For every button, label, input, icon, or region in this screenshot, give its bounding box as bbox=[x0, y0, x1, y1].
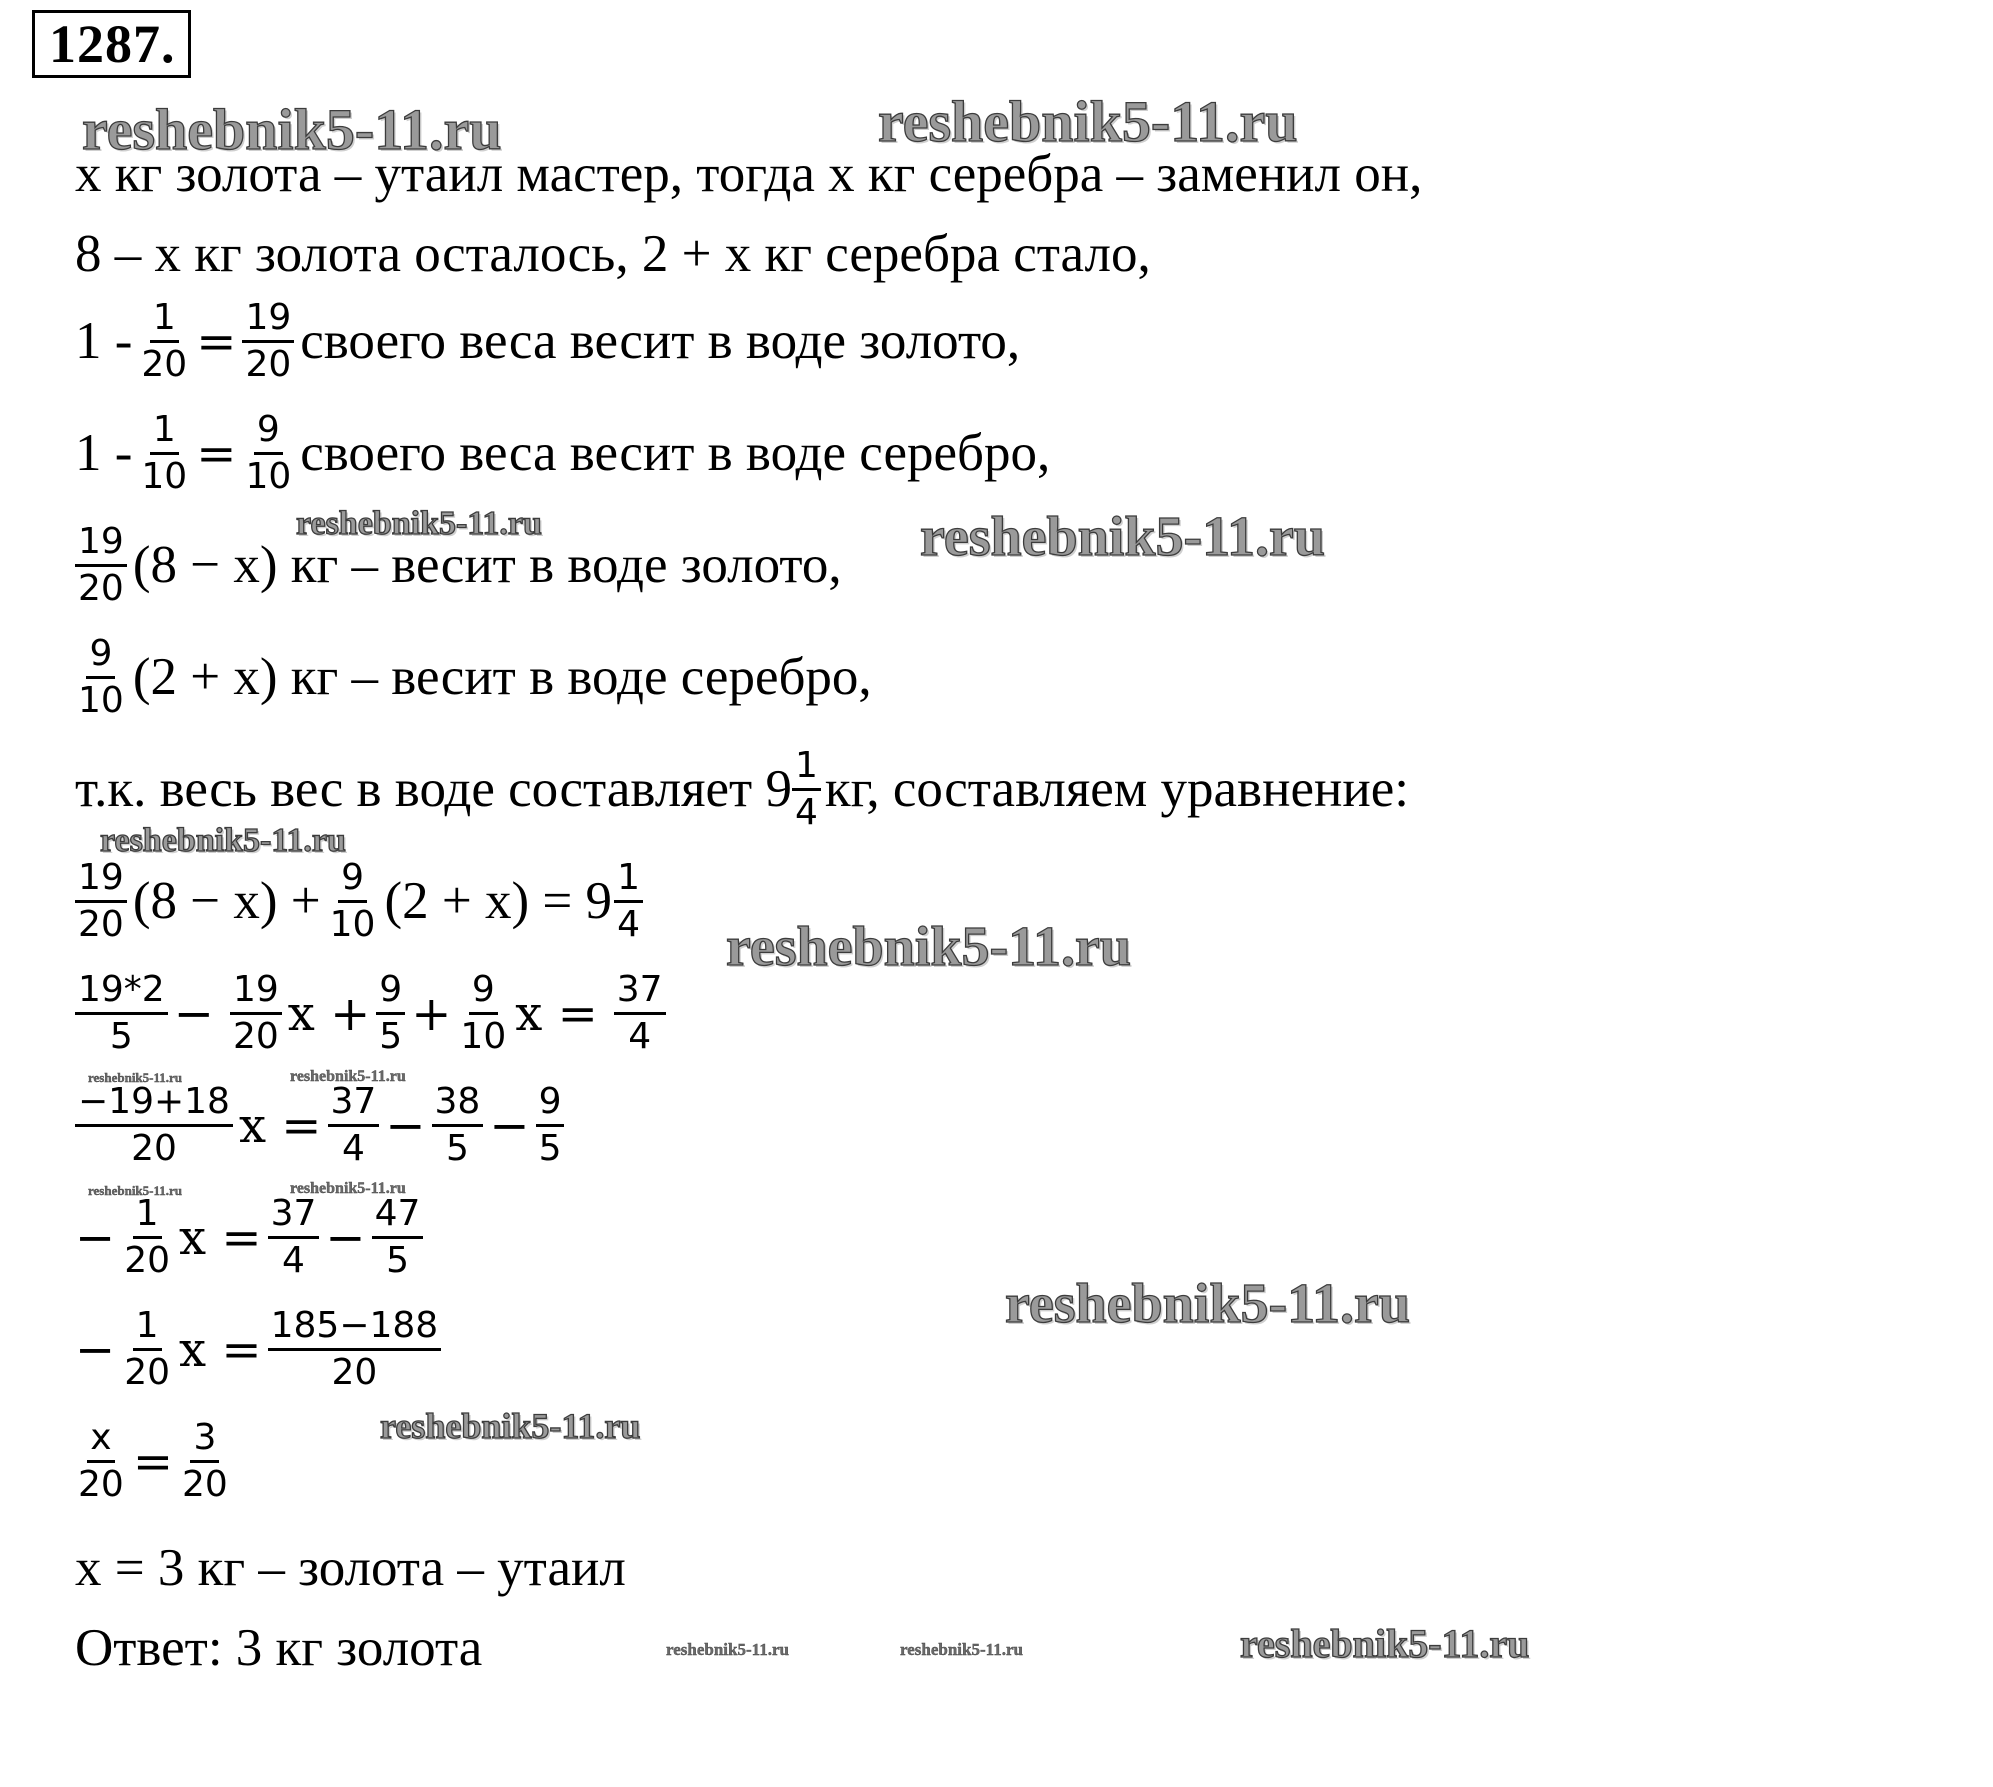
fraction: $\frac{3}{20}$ bbox=[182, 1417, 228, 1505]
fraction: $\frac{1}{10}$ bbox=[141, 409, 188, 497]
equation-line-1 bbox=[75, 857, 649, 945]
watermark: reshebnik5-11.ru bbox=[380, 1406, 641, 1446]
line-text: т.к. весь вес в воде составляет 9 bbox=[75, 760, 792, 818]
expr: x = bbox=[179, 1321, 262, 1378]
fraction: $\frac{1}{4}$ bbox=[792, 748, 821, 831]
fraction: $\frac{9}{10}$ bbox=[78, 633, 124, 721]
fraction: $\frac{9}{10}$ bbox=[460, 969, 507, 1057]
expr: (8 − x) + bbox=[132, 872, 321, 930]
line-text: кг, составляем уравнение: bbox=[824, 760, 1409, 818]
equals-sign: = bbox=[132, 1433, 174, 1490]
watermark: reshebnik5-11.ru bbox=[1240, 1621, 1530, 1666]
operator: − bbox=[75, 1209, 116, 1266]
equals-sign: = bbox=[196, 313, 237, 370]
fraction: $\frac{19}{20}$ bbox=[230, 972, 282, 1055]
watermark: reshebnik5-11.ru bbox=[290, 1180, 406, 1197]
fraction: $\frac{1}{20}$ bbox=[124, 1305, 171, 1393]
expr: x = bbox=[238, 1097, 322, 1154]
fraction: $\frac{19}{20}$ bbox=[242, 300, 294, 383]
equation-line-6 bbox=[75, 1417, 237, 1505]
watermark: reshebnik5-11.ru bbox=[82, 97, 502, 162]
equation-line-5 bbox=[75, 1305, 447, 1393]
lead: 1 - bbox=[75, 312, 133, 370]
fraction: $\frac{38}{5}$ bbox=[432, 1084, 484, 1167]
equation-line-4 bbox=[75, 1193, 429, 1281]
answer-line: Ответ: 3 кг золота bbox=[75, 1619, 483, 1677]
watermark: reshebnik5-11.ru bbox=[878, 89, 1298, 154]
fraction: $\frac{37}{4}$ bbox=[328, 1084, 380, 1167]
fraction: $\frac{1}{4}$ bbox=[614, 860, 643, 943]
fraction: $\frac{19}{20}$ bbox=[75, 524, 127, 607]
line-text: своего веса весит в воде серебро, bbox=[300, 424, 1051, 482]
fraction: $\frac{9}{10}$ bbox=[245, 409, 292, 497]
line-text: (2 + x) кг – весит в воде серебро, bbox=[132, 648, 872, 706]
expr: x + bbox=[287, 985, 371, 1042]
expr: x = bbox=[179, 1209, 262, 1266]
fraction: $\frac{9}{10}$ bbox=[329, 857, 376, 945]
fraction: $\frac{9}{5}$ bbox=[376, 972, 405, 1055]
watermark: reshebnik5-11.ru bbox=[88, 1070, 183, 1085]
fraction: $\frac{19}{20}$ bbox=[75, 860, 127, 943]
fraction: $\frac{1}{20}$ bbox=[141, 297, 188, 385]
operator: − bbox=[385, 1097, 426, 1154]
fraction: $\frac{19*2}{5}$ bbox=[75, 972, 168, 1055]
fraction: $\frac{9}{5}$ bbox=[536, 1084, 565, 1167]
watermark: reshebnik5-11.ru bbox=[88, 1183, 183, 1198]
equation-line-2 bbox=[75, 969, 672, 1057]
operator: − bbox=[325, 1209, 366, 1266]
text-line-4 bbox=[75, 409, 1051, 497]
expr: (2 + x) = 9 bbox=[384, 872, 613, 930]
watermark: reshebnik5-11.ru bbox=[900, 1640, 1023, 1659]
operator: − bbox=[489, 1097, 530, 1154]
line-text: (8 − x) кг – весит в воде золото, bbox=[132, 536, 842, 594]
text-line-6 bbox=[75, 633, 872, 721]
fraction: $\frac{-19+18}{20}$ bbox=[75, 1084, 233, 1167]
text-line-3 bbox=[75, 297, 1021, 385]
text-line-result: х = 3 кг – золота – утаил bbox=[75, 1539, 626, 1597]
operator: − bbox=[75, 1321, 116, 1378]
fraction: $\frac{1}{20}$ bbox=[124, 1193, 171, 1281]
watermark: reshebnik5-11.ru bbox=[100, 822, 346, 859]
fraction: $\frac{47}{5}$ bbox=[372, 1196, 424, 1279]
watermark: reshebnik5-11.ru bbox=[290, 1068, 406, 1085]
fraction: $\frac{37}{4}$ bbox=[614, 972, 666, 1055]
text-line-7 bbox=[75, 745, 1409, 833]
equation-line-3 bbox=[75, 1081, 570, 1169]
equals-sign: = bbox=[196, 425, 237, 482]
fraction: $\frac{185-188}{20}$ bbox=[268, 1308, 442, 1391]
expr: x = bbox=[515, 985, 598, 1042]
fraction: $\frac{x}{20}$ bbox=[78, 1417, 124, 1505]
fraction: $\frac{37}{4}$ bbox=[268, 1196, 320, 1279]
watermark: reshebnik5-11.ru bbox=[666, 1640, 789, 1659]
watermark: reshebnik5-11.ru bbox=[726, 916, 1132, 978]
lead: 1 - bbox=[75, 424, 133, 482]
text-line-2: 8 – х кг золота осталось, 2 + х кг серебра стало, bbox=[75, 225, 1151, 283]
watermark: reshebnik5-11.ru bbox=[1005, 1273, 1411, 1335]
operator: + bbox=[411, 985, 452, 1042]
watermark: reshebnik5-11.ru bbox=[296, 505, 542, 542]
text-line-1: х кг золота – утаил мастер, тогда х кг серебра – заменил он, bbox=[75, 145, 1423, 203]
problem-number: 1287. bbox=[32, 10, 191, 78]
line-text: своего веса весит в воде золото, bbox=[300, 312, 1021, 370]
watermark: reshebnik5-11.ru bbox=[920, 506, 1326, 568]
operator: − bbox=[173, 985, 214, 1042]
